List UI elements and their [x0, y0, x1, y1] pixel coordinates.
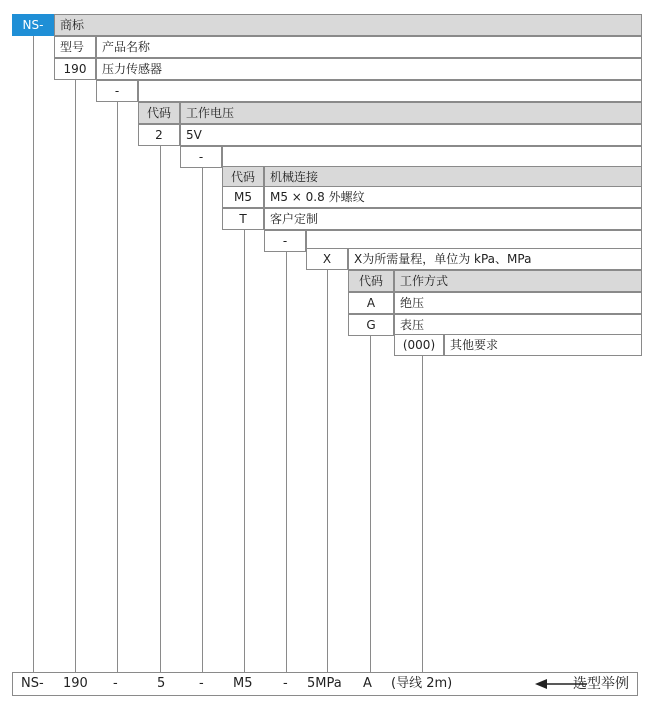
example-item: 5 — [157, 676, 166, 691]
other-code: (000) — [394, 334, 444, 356]
example-item: - — [113, 676, 118, 691]
mode-g-code: G — [348, 314, 394, 336]
separator-dash: - — [180, 146, 222, 168]
mech-code-header: 代码 — [222, 166, 264, 188]
guide-line — [244, 230, 245, 672]
example-caption: 选型举例 — [573, 676, 629, 692]
example-item: - — [283, 676, 288, 691]
guide-line — [286, 252, 287, 672]
range-code: X — [306, 248, 348, 270]
voltage-code: 2 — [138, 124, 180, 146]
other-desc: 其他要求 — [444, 334, 642, 356]
mode-a-desc: 绝压 — [394, 292, 642, 314]
product-name-label: 产品名称 — [96, 36, 642, 58]
mode-label: 工作方式 — [394, 270, 642, 292]
model-label: 型号 — [54, 36, 96, 58]
guide-line — [327, 270, 328, 672]
guide-line — [370, 334, 371, 672]
guide-line — [160, 144, 161, 672]
guide-line — [202, 166, 203, 672]
mech-m5-desc: M5 × 0.8 外螺纹 — [264, 186, 642, 208]
voltage-value: 5V — [180, 124, 642, 146]
mode-a-code: A — [348, 292, 394, 314]
example-item: NS- — [21, 676, 44, 691]
separator-dash: - — [96, 80, 138, 102]
mech-t-desc: 客户定制 — [264, 208, 642, 230]
mech-label: 机械连接 — [264, 166, 642, 188]
brand-prefix: NS- — [12, 14, 54, 36]
product-name-value: 压力传感器 — [96, 58, 642, 80]
guide-line — [422, 354, 423, 672]
example-item: M5 — [233, 676, 253, 691]
voltage-code-header: 代码 — [138, 102, 180, 124]
guide-line — [75, 78, 76, 672]
separator-dash: - — [264, 230, 306, 252]
guide-line — [117, 100, 118, 672]
selection-example-bar — [12, 672, 638, 696]
example-item: 5MPa — [307, 676, 342, 691]
separator-blank — [222, 146, 642, 168]
mech-code-m5: M5 — [222, 186, 264, 208]
example-item: 190 — [63, 676, 88, 691]
example-item: (导线 2m) — [391, 676, 453, 691]
separator-blank — [138, 80, 642, 102]
mech-code-t: T — [222, 208, 264, 230]
example-item: A — [363, 676, 372, 691]
guide-line — [33, 34, 34, 672]
mode-code-header: 代码 — [348, 270, 394, 292]
brand-label: 商标 — [54, 14, 642, 36]
voltage-label: 工作电压 — [180, 102, 642, 124]
model-value: 190 — [54, 58, 96, 80]
range-desc: X为所需量程，单位为 kPa、MPa — [348, 248, 642, 270]
mode-g-desc: 表压 — [394, 314, 642, 336]
example-item: - — [199, 676, 204, 691]
